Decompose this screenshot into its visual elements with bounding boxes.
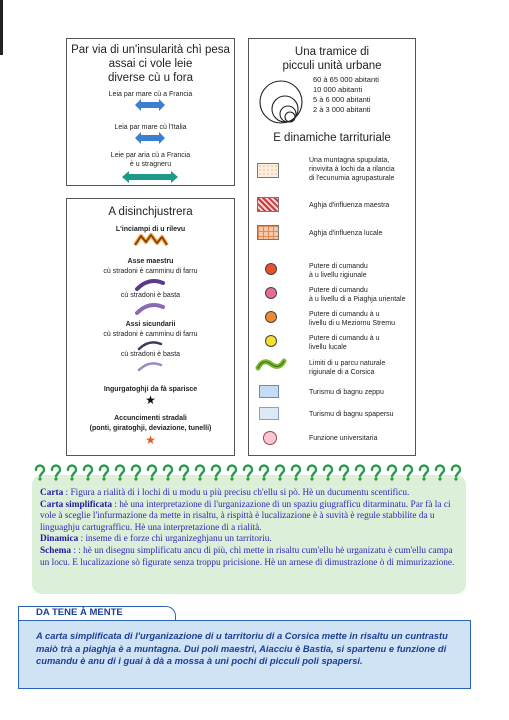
city-size-circles-icon	[257, 77, 309, 125]
regional-power-dot-icon	[265, 263, 277, 275]
park-label: Limiti di u parcu naturale rigiunale di a Corsica	[309, 360, 386, 376]
spiral-dot-icon	[342, 477, 345, 480]
spiral-loop-icon	[244, 466, 252, 476]
link-label-italy-sea: Leia par mare cù l'Italia	[114, 124, 187, 131]
spiral-loop-icon	[196, 466, 204, 476]
spiral-dot-icon	[38, 477, 41, 480]
orange-star-icon: ★	[145, 433, 156, 447]
local-influence-label: Aghja d'influenza lucale	[309, 230, 383, 237]
spiral-loop-icon	[68, 466, 76, 476]
spiral-dot-icon	[438, 477, 441, 480]
bottleneck-label: Ingurgatoghji da fà sparisce	[103, 386, 198, 393]
double-arrow-teal-icon	[122, 171, 178, 183]
spiral-dot-icon	[294, 477, 297, 480]
remember-text: A carta simplificata di l'urganizazione di u tarritoriu di a Corsica mette in risaltu un cuntrastu maiò trà a piaghja è a muntagna. Dui poli maestri, Aiacciu è Bastia, si spartenu e funzione di cumandu è anu di i guai à dà a mossa à uni pochi di picculi poli spapersi.	[36, 630, 448, 667]
spiral-loop-icon	[212, 466, 220, 476]
remember-heading: DA TENE À MENTE	[36, 607, 123, 618]
spiral-loop-icon	[388, 466, 396, 476]
spiral-loop-icon	[404, 466, 412, 476]
spiral-dot-icon	[278, 477, 281, 480]
definitions-text	[40, 488, 460, 569]
relief-obstacle-icon	[133, 232, 169, 248]
major-influence-swatch	[257, 197, 279, 212]
spiral-loop-icon	[452, 466, 460, 476]
road-works-line1: Accuncimenti stradali	[114, 415, 187, 422]
black-star-icon: ★	[145, 393, 156, 407]
spiral-loop-icon	[132, 466, 140, 476]
spiral-dot-icon	[150, 477, 153, 480]
eastern-plain-power-dot-icon	[265, 287, 277, 299]
spiral-loop-icon	[36, 466, 44, 476]
insularity-title: Par via di un'insularità chì pesa assai ci vole leie diverse cù u fora	[71, 44, 230, 84]
urban-network-title: Una tramice di picculi unità urbane	[282, 46, 382, 72]
major-influence-label: Aghja d'influenza maestra	[309, 202, 390, 209]
spiral-loop-icon	[372, 466, 380, 476]
spiral-dot-icon	[454, 477, 457, 480]
spiral-loop-icon	[436, 466, 444, 476]
spiral-loop-icon	[276, 466, 284, 476]
local-influence-swatch	[257, 225, 279, 240]
mountain-swatch	[257, 163, 279, 178]
urban-network-panel	[248, 38, 416, 456]
definition-carta: Carta : Figura a rialità di i lochi di u modu u più precisu ch'ellu si pò. Hè un ducumentu scentificu.	[40, 488, 410, 498]
local-power-dot-icon	[265, 335, 277, 347]
spiral-dot-icon	[54, 477, 57, 480]
main-axes-sub2: cù stradoni è basta	[120, 292, 181, 299]
spiral-loop-icon	[292, 466, 300, 476]
university-dot-icon	[263, 431, 277, 445]
spiral-dot-icon	[182, 477, 185, 480]
spiral-loop-icon	[180, 466, 188, 476]
spiral-loop-icon	[340, 466, 348, 476]
spiral-dot-icon	[214, 477, 217, 480]
eastern-plain-power-label: Putere di cumandu à u livellu di a Piaghja urientale	[309, 287, 406, 303]
regional-power-label: Putere di cumandu à u livellu rigiunale	[309, 263, 368, 279]
page-edge-mark	[0, 0, 3, 55]
mountain-label: Una muntagna spupulata, rinvivita à lochi da a rilancia di l'ecunumia agrupasturale	[309, 157, 395, 182]
dynamics-title: E dinamiche tarrituriale	[273, 132, 391, 144]
spiral-dot-icon	[422, 477, 425, 480]
spiral-loop-icon	[228, 466, 236, 476]
main-road-rail-icon	[135, 277, 165, 291]
local-power-label: Putere di cumandu à u livellu lucale	[309, 335, 380, 351]
double-arrow-blue-icon	[135, 132, 165, 144]
main-axes-sub1: cù stradoni è camminu di farru	[103, 268, 198, 275]
tourism-high-swatch	[259, 385, 279, 398]
spiral-dot-icon	[118, 477, 121, 480]
main-axes-title: Asse maestru	[127, 258, 174, 265]
tourism-spread-label: Turismu di bagnu spapersu	[309, 411, 394, 418]
park-boundary-icon	[255, 356, 287, 374]
isolation-panel	[66, 198, 235, 456]
relief-label: L'inciampi di u rilevu	[115, 226, 186, 233]
city-size-list: 60 à 65 000 abitanti 10 000 abitanti 5 à 6 000 abitanti 2 à 3 000 abitanti	[313, 75, 379, 114]
spiral-loop-icon	[84, 466, 92, 476]
spiral-dot-icon	[406, 477, 409, 480]
spiral-dot-icon	[198, 477, 201, 480]
south-power-dot-icon	[265, 311, 277, 323]
secondary-axes-sub2: cù stradoni è basta	[120, 351, 181, 358]
spiral-dot-icon	[246, 477, 249, 480]
spiral-dot-icon	[374, 477, 377, 480]
spiral-loop-icon	[116, 466, 124, 476]
spiral-dot-icon	[166, 477, 169, 480]
link-label-air: Leie par aria cù a Francia è u stragneru	[110, 152, 191, 168]
spiral-loop-icon	[356, 466, 364, 476]
spiral-loop-icon	[148, 466, 156, 476]
spiral-binding-icon	[30, 464, 466, 482]
definition-schema: Schema : : hè un disegnu simplificatu ancu di più, chì mette in risaltu cum'ellu hè urganizatu è cum'ellu campa un locu. E lucalizazione sò figurate senza troppu pricisione. Hè un arnese di dimustrazione ò di mimurizazione.	[40, 545, 455, 568]
south-power-label: Putere di cumandu à u livellu di u Meziornu Stremu	[309, 311, 395, 327]
spiral-loop-icon	[324, 466, 332, 476]
secondary-road-icon	[137, 360, 163, 372]
spiral-loop-icon	[164, 466, 172, 476]
spiral-loop-icon	[260, 466, 268, 476]
spiral-dot-icon	[230, 477, 233, 480]
double-arrow-blue-icon	[135, 99, 165, 111]
spiral-dot-icon	[134, 477, 137, 480]
main-road-icon	[135, 301, 165, 315]
secondary-axes-sub1: cù stradoni è camminu di farru	[103, 331, 198, 338]
spiral-dot-icon	[310, 477, 313, 480]
isolation-title: A disinchjustrera	[108, 206, 193, 218]
spiral-loop-icon	[100, 466, 108, 476]
spiral-dot-icon	[262, 477, 265, 480]
spiral-dot-icon	[86, 477, 89, 480]
secondary-axes-title: Assi sicundarii	[125, 321, 176, 328]
definition-dinamica: Dinamica : inseme di e forze chì urganizeghjanu un tarritoriu.	[40, 534, 272, 545]
spiral-loop-icon	[420, 466, 428, 476]
spiral-dot-icon	[358, 477, 361, 480]
link-label-france-sea: Leia par mare cù a Francia	[108, 91, 193, 98]
spiral-dot-icon	[390, 477, 393, 480]
tourism-spread-swatch	[259, 407, 279, 420]
spiral-dot-icon	[326, 477, 329, 480]
definition-carta-simplificata: Carta simplificata : hè una interpretazione di l'urganizazione di un spaziu giugrafficu ditarminatu. Par fà la ci vole à sceglie l'infurmazione da mette in risaltu, à rispittà è lucalizazione è à suvità è regule stabbilite da u linguaghju cartugrafficu. Hè una interpretazione di a rialità.	[40, 499, 451, 533]
insularity-panel	[66, 38, 235, 186]
spiral-dot-icon	[102, 477, 105, 480]
spiral-dot-icon	[70, 477, 73, 480]
spiral-loop-icon	[52, 466, 60, 476]
tourism-high-label: Turismu di bagnu zeppu	[309, 389, 384, 396]
university-label: Funzione universitaria	[309, 435, 378, 442]
road-works-line2: (ponti, giratoghji, deviazione, tunelli)	[89, 425, 212, 432]
spiral-loop-icon	[308, 466, 316, 476]
